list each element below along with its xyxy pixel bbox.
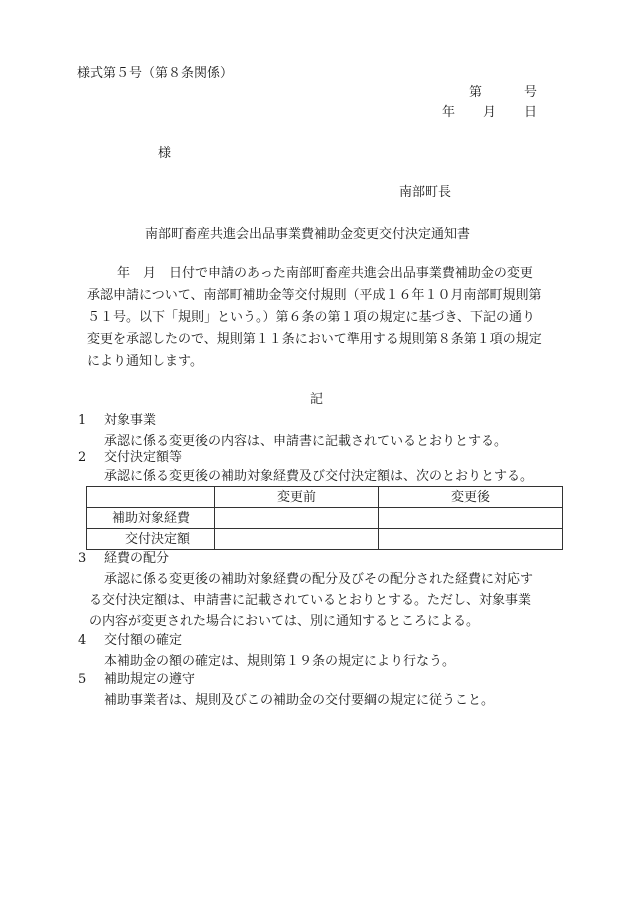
section-text: 補助事業者は、規則及びこの補助金の交付要綱の規定に従うこと。 <box>104 693 495 708</box>
body-line: 年 月 日付で申請のあった南部町畜産共進会出品事業費補助金の変更 <box>117 266 533 281</box>
table-cell-after <box>379 508 563 529</box>
section-text: 承認に係る変更後の内容は、申請書に記載されているとおりとする。 <box>104 434 508 449</box>
table-header-cell: 変更後 <box>379 487 563 508</box>
section-heading: 交付額の確定 <box>104 633 183 648</box>
table-row <box>87 508 563 529</box>
section-heading: 交付決定額等 <box>104 450 183 465</box>
section-text: 承認に係る変更後の補助対象経費の配分及びその配分された経費に対応す <box>104 572 534 587</box>
row-label: 交付決定額 <box>87 529 215 550</box>
section-text: る交付決定額は、申請書に記載されているとおりとする。ただし、対象事業 <box>89 593 532 608</box>
section-heading: 対象事業 <box>104 413 157 428</box>
section-heading: 補助規定の遵守 <box>104 672 196 687</box>
section-number: 1 <box>78 413 87 428</box>
table-header-row <box>87 487 563 508</box>
section-text: 本補助金の額の確定は、規則第１９条の規定により行なう。 <box>104 654 456 669</box>
date-year: 年 <box>442 105 456 120</box>
section-heading: 経費の配分 <box>104 551 170 566</box>
amount-table <box>86 486 563 550</box>
ki-heading: 記 <box>310 392 324 407</box>
table-cell-before <box>215 529 379 550</box>
section-text: 承認に係る変更後の補助対象経費及び交付決定額は、次のとおりとする。 <box>104 469 534 484</box>
table-header-cell: 変更前 <box>215 487 379 508</box>
table-cell-after <box>379 529 563 550</box>
body-line: ５１号。以下「規則」という。）第６条の第１項の規定に基づき、下記の通り <box>87 310 535 325</box>
doc-number-suffix: 号 <box>524 85 538 100</box>
section-number: 4 <box>78 633 87 648</box>
section-number: 2 <box>78 450 87 465</box>
table-row <box>87 529 563 550</box>
date-day: 日 <box>524 105 538 120</box>
date-month: 月 <box>483 105 497 120</box>
form-number: 様式第５号（第８条関係） <box>77 66 234 81</box>
table-cell-before <box>215 508 379 529</box>
section-text: の内容が変更された場合においては、別に通知するところによる。 <box>89 614 480 629</box>
issuer: 南部町長 <box>399 185 452 200</box>
section-number: 3 <box>78 551 87 566</box>
body-line: 承認申請について、南部町補助金等交付規則（平成１６年１０月南部町規則第 <box>87 288 542 303</box>
addressee-suffix: 様 <box>158 146 172 161</box>
section-number: 5 <box>78 672 87 687</box>
table-header-cell <box>87 487 215 508</box>
doc-number-prefix: 第 <box>469 85 483 100</box>
body-line: により通知します。 <box>87 354 203 369</box>
row-label: 補助対象経費 <box>87 508 215 529</box>
body-line: 変更を承認したので、規則第１１条において準用する規則第８条第１項の規定 <box>87 332 542 347</box>
document-title: 南部町畜産共進会出品事業費補助金変更交付決定通知書 <box>145 227 471 242</box>
